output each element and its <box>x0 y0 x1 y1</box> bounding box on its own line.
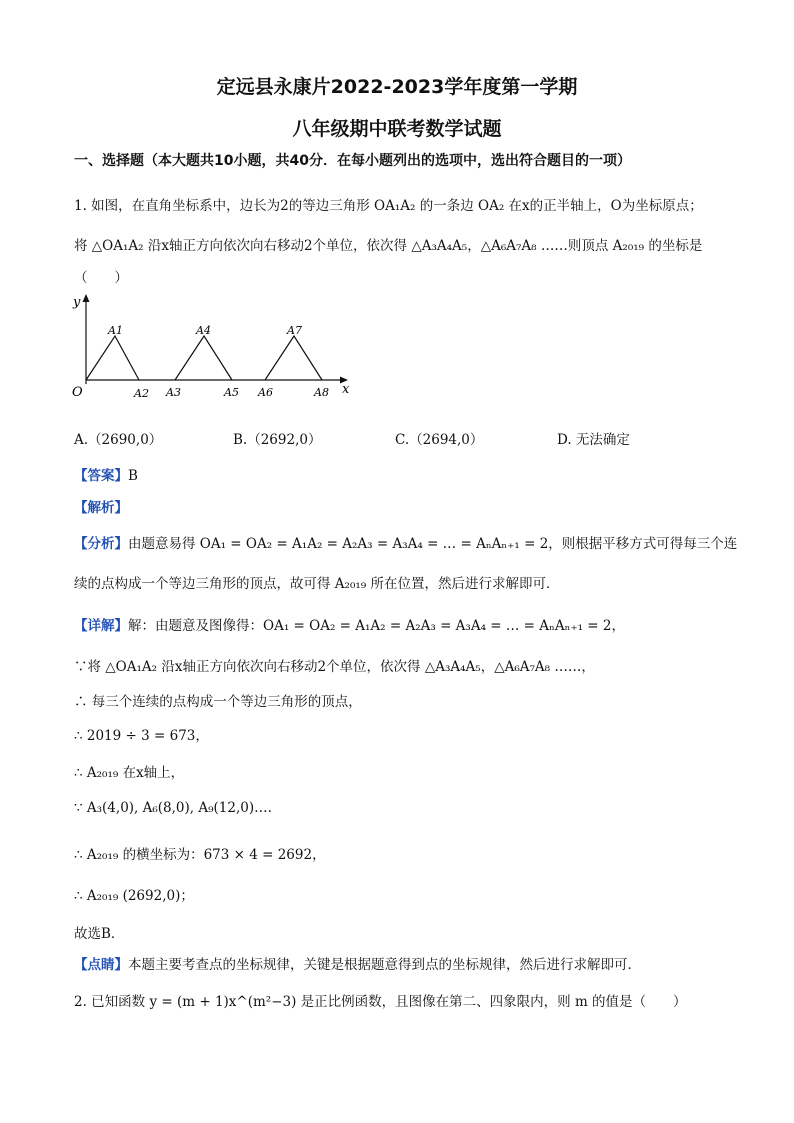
q1-xiangjie-line5: ∴ A₂₀₁₉ 在x轴上， <box>74 765 185 781</box>
label-a2: A2 <box>134 387 149 400</box>
q2-text-line1: 2. 已知函数 y = (m + 1)x^(m²−3) 是正比例函数，且图像在第二、四象限内，则 m 的值是（ ） <box>74 994 687 1010</box>
dianjing-text: 本题主要考查点的坐标规律，关键是根据题意得到点的坐标规律，然后进行求解即可． <box>128 957 641 973</box>
label-x: x <box>342 382 350 397</box>
label-a1: A1 <box>108 324 123 337</box>
q1-xiangjie-line8: ∴ A₂₀₁₉ (2692,0)； <box>74 888 194 904</box>
q1-xiangjie-line2: ∵将 △OA₁A₂ 沿x轴正方向依次向右移动2个单位，依次得 △A₃A₄A₅，△A₆A₇A₈ ……， <box>74 659 595 675</box>
label-a3: A3 <box>166 386 181 399</box>
label-a7: A7 <box>287 324 302 337</box>
q1-option-c: C.（2694,0） <box>395 432 484 448</box>
q1-dianjing-line <box>74 953 734 973</box>
q1-xiangjie-line7: ∴ A₂₀₁₉ 的横坐标为：673 × 4 = 2692， <box>74 847 326 863</box>
label-a5: A5 <box>224 386 239 399</box>
q1-option-d: D. 无法确定 <box>557 432 630 448</box>
label-a4: A4 <box>196 324 211 337</box>
triangle-3 <box>265 336 322 380</box>
triangle-1 <box>86 336 139 380</box>
answer-value: B <box>128 468 138 484</box>
label-a8: A8 <box>314 386 329 399</box>
q1-text-line2: 将 △OA₁A₂ 沿x轴正方向依次向右移动2个单位，依次得 △A₃A₄A₅，△A₆A₇A₈ ……则顶点 A₂₀₁₉ 的坐标是 <box>74 238 703 254</box>
q1-triangle-figure <box>70 292 360 408</box>
q1-text-line1: 1. 如图，在直角坐标系中，边长为2的等边三角形 OA₁A₂ 的一条边 OA₂ 在x的正半轴上，O为坐标原点； <box>74 198 703 214</box>
fenxi-tag: 【分析】 <box>74 536 128 552</box>
q1-xiangjie-line6: ∵ A₃(4,0), A₆(8,0), A₉(12,0)…. <box>74 800 272 816</box>
q1-fenxi-line1 <box>74 532 738 552</box>
q1-xiangjie-line4: ∴ 2019 ÷ 3 = 673， <box>74 728 209 744</box>
y-axis-arrow-icon <box>83 294 90 302</box>
triangle-2 <box>175 336 232 380</box>
section-heading-choice: 一、选择题（本大题共10小题，共40分．在每小题列出的选项中，选出符合题目的一项） <box>74 153 631 169</box>
q1-analysis-heading <box>74 496 734 516</box>
exam-title-line1: 定远县永康片2022-2023学年度第一学期 <box>216 76 578 98</box>
exam-title-line2: 八年级期中联考数学试题 <box>292 118 502 140</box>
xiangjie-text-1: 解：由题意及图像得：OA₁ = OA₂ = A₁A₂ = A₂A₃ = A₃A₄ = … = AₙAₙ₊₁ = 2， <box>128 618 625 634</box>
answer-tag: 【答案】 <box>74 468 128 484</box>
q1-fenxi-line2: 续的点构成一个等边三角形的顶点，故可得 A₂₀₁₉ 所在位置，然后进行求解即可． <box>74 576 560 592</box>
xiangjie-tag: 【详解】 <box>74 618 128 634</box>
fenxi-text-1: 由题意易得 OA₁ = OA₂ = A₁A₂ = A₂A₃ = A₃A₄ = … = AₙAₙ₊₁ = 2，则根据平移方式可得每三个连 <box>128 536 738 552</box>
label-a6: A6 <box>258 386 273 399</box>
q1-option-a: A.（2690,0） <box>74 432 163 448</box>
q1-xiangjie-line9: 故选B． <box>74 926 125 942</box>
q1-xiangjie-line1 <box>74 614 734 634</box>
q1-text-line3: （ ） <box>74 270 128 286</box>
dianjing-tag: 【点睛】 <box>74 957 128 973</box>
q1-xiangjie-line3: ∴ 每三个连续的点构成一个等边三角形的顶点， <box>74 694 362 710</box>
q1-answer-line <box>74 464 734 484</box>
analysis-tag: 【解析】 <box>74 500 128 516</box>
label-y: y <box>73 295 81 310</box>
q1-option-b: B.（2692,0） <box>233 432 322 448</box>
label-origin: O <box>72 385 83 400</box>
